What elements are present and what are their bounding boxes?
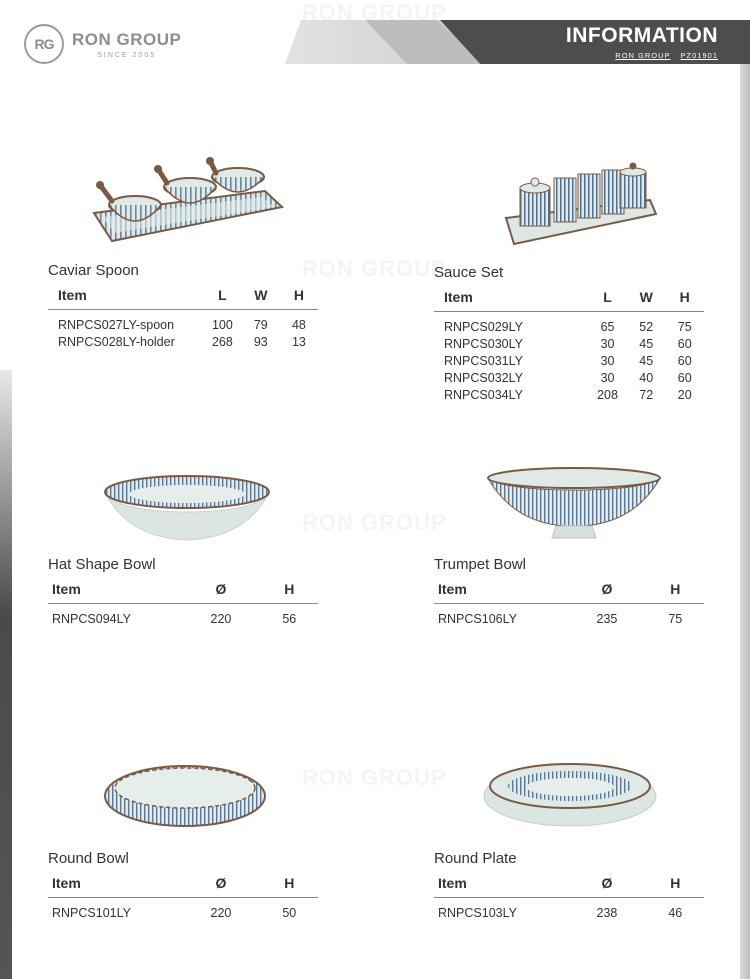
spec-table	[434, 289, 704, 403]
table-row	[434, 369, 704, 386]
logo-mark-icon: RG	[24, 24, 64, 64]
cell-l: 65	[600, 320, 615, 334]
cell-item: RNPCS106LY	[438, 612, 517, 626]
cell-h: 60	[677, 337, 692, 351]
cell-item: RNPCS029LY	[444, 320, 523, 334]
cell-w: 45	[639, 354, 654, 368]
cell-h: 75	[668, 612, 683, 626]
table-row	[434, 386, 704, 403]
cell-item: RNPCS027LY-spoon	[58, 318, 175, 332]
cell-item: RNPCS028LY-holder	[58, 335, 175, 349]
cell-h: 46	[668, 906, 683, 920]
table-row	[434, 898, 704, 922]
col-header-l: L	[203, 287, 242, 310]
col-header-diameter: Ø	[181, 581, 260, 604]
product-trumpet-bowl	[434, 556, 704, 627]
cell-w: 79	[253, 318, 268, 332]
col-header-diameter: Ø	[181, 875, 260, 898]
sauce-set-image	[500, 158, 660, 255]
table-row	[48, 333, 318, 350]
table-row	[434, 604, 704, 628]
product-hat-shape-bowl	[48, 556, 318, 627]
col-header-h: H	[665, 289, 704, 312]
spec-table	[48, 875, 318, 921]
table-row	[434, 335, 704, 352]
product-round-bowl	[48, 850, 318, 921]
cell-item: RNPCS031LY	[444, 354, 523, 368]
hat-shape-bowl-image	[102, 470, 272, 555]
col-header-item: Item	[434, 581, 567, 604]
cell-h: 13	[291, 335, 306, 349]
brand-since: SINCE 2005	[97, 51, 157, 59]
cell-w: 93	[253, 335, 268, 349]
brand-name: RON GROUP	[72, 29, 182, 49]
watermark	[302, 510, 447, 536]
watermark	[302, 256, 447, 282]
table-row	[48, 604, 318, 628]
watermark	[302, 765, 447, 791]
page-title: INFORMATION	[565, 24, 718, 47]
product-title: Round Plate	[434, 850, 517, 867]
cell-h: 20	[677, 388, 692, 402]
cell-l: 30	[600, 337, 615, 351]
table-row	[48, 310, 318, 334]
cell-item: RNPCS034LY	[444, 388, 523, 402]
cell-diameter: 220	[210, 906, 232, 920]
product-caviar-spoon	[48, 262, 318, 350]
cell-diameter: 235	[596, 612, 618, 626]
cell-item: RNPCS103LY	[438, 906, 517, 920]
cell-h: 60	[677, 371, 692, 385]
col-header-item: Item	[434, 289, 588, 312]
spec-table	[48, 287, 318, 350]
col-header-l: L	[588, 289, 627, 312]
spec-table	[434, 581, 704, 627]
col-header-diameter: Ø	[567, 875, 646, 898]
table-row	[434, 352, 704, 369]
cell-item: RNPCS032LY	[444, 371, 523, 385]
cell-item: RNPCS094LY	[52, 612, 131, 626]
col-header-w: W	[627, 289, 666, 312]
cell-l: 30	[600, 371, 615, 385]
round-bowl-image	[100, 760, 270, 840]
cell-diameter: 220	[210, 612, 232, 626]
cell-h: 75	[677, 320, 692, 334]
col-header-item: Item	[48, 581, 181, 604]
cell-l: 30	[600, 354, 615, 368]
product-sauce-set	[434, 264, 704, 403]
brand-logo	[24, 24, 181, 64]
watermark	[302, 0, 447, 26]
col-header-h: H	[647, 875, 704, 898]
product-title: Caviar Spoon	[48, 262, 139, 279]
col-header-h: H	[280, 287, 318, 310]
col-header-item: Item	[434, 875, 567, 898]
table-row	[48, 898, 318, 922]
cell-h: 60	[677, 354, 692, 368]
spec-table	[48, 581, 318, 627]
cell-w: 72	[639, 388, 654, 402]
cell-item: RNPCS030LY	[444, 337, 523, 351]
round-plate-image	[480, 756, 660, 836]
header-sub-brand: RON GROUP	[615, 51, 671, 60]
col-header-diameter: Ø	[567, 581, 646, 604]
col-header-h: H	[261, 875, 318, 898]
header-code: PZ01901	[680, 51, 718, 60]
spec-table	[434, 875, 704, 921]
cell-h: 48	[291, 318, 306, 332]
cell-l: 100	[211, 318, 233, 332]
trumpet-bowl-image	[484, 466, 664, 551]
product-title: Hat Shape Bowl	[48, 556, 156, 573]
cell-w: 45	[639, 337, 654, 351]
col-header-item: Item	[48, 287, 203, 310]
product-round-plate	[434, 850, 704, 921]
cell-h: 56	[282, 612, 297, 626]
col-header-h: H	[647, 581, 704, 604]
cell-h: 50	[282, 906, 297, 920]
cell-w: 52	[639, 320, 654, 334]
col-header-item: Item	[48, 875, 181, 898]
product-title: Trumpet Bowl	[434, 556, 526, 573]
cell-l: 208	[597, 388, 618, 402]
table-row	[434, 312, 704, 336]
header-subline	[605, 51, 718, 60]
product-title: Round Bowl	[48, 850, 129, 867]
cell-l: 268	[211, 335, 233, 349]
cell-diameter: 238	[596, 906, 618, 920]
col-header-w: W	[242, 287, 280, 310]
cell-w: 40	[639, 371, 654, 385]
right-decor-strip	[740, 64, 750, 979]
cell-item: RNPCS101LY	[52, 906, 131, 920]
caviar-spoon-image	[90, 155, 290, 260]
col-header-h: H	[261, 581, 318, 604]
product-title: Sauce Set	[434, 264, 504, 281]
left-decor-strip	[0, 370, 12, 979]
